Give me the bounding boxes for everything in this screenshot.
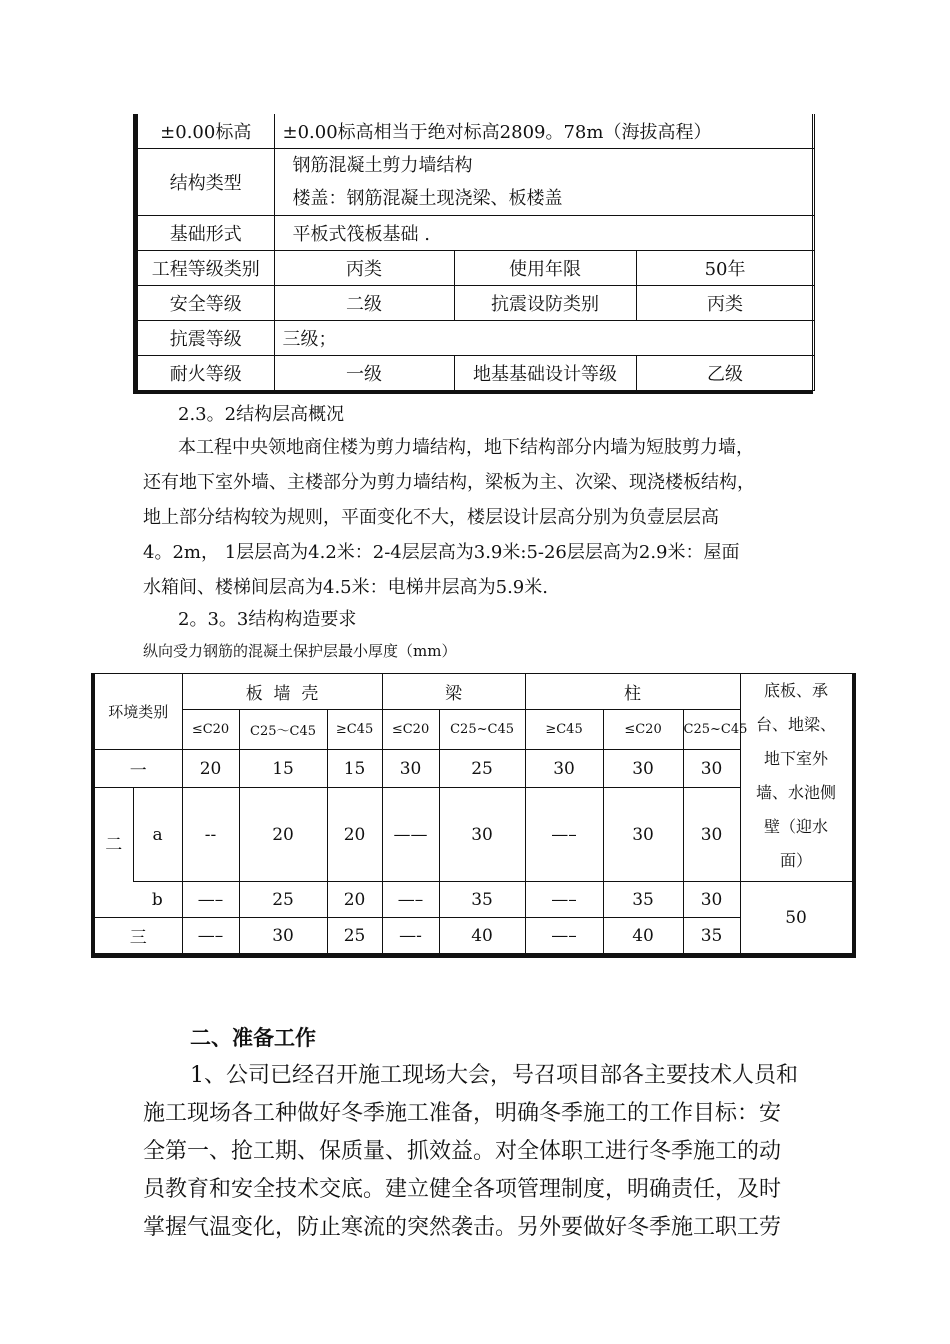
- value-cell: 30: [382, 750, 439, 788]
- side-header-line: 台、地梁、: [756, 715, 837, 734]
- value-cell: 15: [327, 750, 382, 788]
- row-label: 结构类型: [138, 149, 274, 216]
- value-cell: 20: [327, 882, 382, 918]
- grade-header: C25~C45: [439, 710, 525, 750]
- value-cell: —–: [182, 918, 239, 954]
- grade-header: C25～C45: [239, 710, 327, 750]
- value-cell: 30: [683, 750, 740, 788]
- value-cell: 30: [603, 750, 683, 788]
- table-row: [138, 321, 814, 356]
- row-label: 工程等级类别: [138, 251, 274, 286]
- cell: 抗震设防类别: [454, 286, 636, 321]
- side-header-line: 壁（迎水: [764, 817, 829, 836]
- table-row: [138, 251, 814, 286]
- paragraph-line: 还有地下室外墙、主楼部分为剪力墙结构，梁板为主、次梁、现浇楼板结构，: [143, 472, 755, 493]
- value-cell: 30: [683, 788, 740, 882]
- cell: 地基基础设计等级: [454, 356, 636, 391]
- value-cell: —–: [382, 882, 439, 918]
- grade-header: ≥C45: [525, 710, 603, 750]
- value-cell: —-: [382, 918, 439, 954]
- value-cell: 35: [683, 918, 740, 954]
- row-label: 耐火等级: [138, 356, 274, 391]
- cell: 二级: [274, 286, 454, 321]
- paragraph-line: 4。2m， 1层层高为4.2米：2-4层层高为3.9米:5-26层层高为2.9米：屋面: [143, 542, 740, 563]
- value-cell: 25: [239, 882, 327, 918]
- side-value-cell: 50: [740, 882, 852, 954]
- group-header: 梁: [382, 674, 525, 710]
- group-header: 柱: [525, 674, 740, 710]
- table-row: [95, 918, 852, 954]
- row-value: 三级；: [274, 321, 814, 356]
- value-cell: 25: [327, 918, 382, 954]
- grade-header: ≤C20: [603, 710, 683, 750]
- side-header-line: 墙、水池侧: [756, 783, 837, 802]
- value-cell: 35: [603, 882, 683, 918]
- cover-thickness-table: [91, 673, 856, 958]
- grade-header: ≤C20: [382, 710, 439, 750]
- subsection-title: 2.3。2结构层高概况: [178, 404, 345, 425]
- paragraph-line: 地上部分结构较为规则，平面变化不大，楼层设计层高分别为负壹层层高: [143, 507, 719, 528]
- cell: 50年: [636, 251, 814, 286]
- value-cell: 30: [683, 882, 740, 918]
- cell: 丙类: [636, 286, 814, 321]
- table-header-row: [95, 674, 852, 710]
- value-cell: 15: [239, 750, 327, 788]
- cell: 使用年限: [454, 251, 636, 286]
- value-cell: —–: [525, 882, 603, 918]
- env-header: 环境类别: [95, 674, 182, 750]
- grade-header: C25~C45: [683, 710, 740, 750]
- side-header-line: 地下室外: [764, 749, 829, 768]
- sub-env-cell: a: [133, 788, 182, 882]
- row-label: 基础形式: [138, 216, 274, 251]
- value-line: 钢筋混凝土剪力墙结构: [292, 155, 473, 176]
- paragraph-line: 员教育和安全技术交底。建立健全各项管理制度，明确责任，及时: [143, 1177, 782, 1202]
- paragraph-line: 本工程中央领地商住楼为剪力墙结构，地下结构部分内墙为短肢剪力墙，: [178, 437, 754, 458]
- value-cell: 40: [439, 918, 525, 954]
- value-cell: 20: [182, 750, 239, 788]
- paragraph-line: 1、公司已经召开施工现场大会，号召项目部各主要技术人员和: [190, 1063, 798, 1088]
- cell: 一级: [274, 356, 454, 391]
- paragraph-line: 掌握气温变化，防止寒流的突然袭击。另外要做好冬季施工职工劳: [143, 1215, 782, 1240]
- table-row: [138, 149, 814, 216]
- value-cell: 30: [439, 788, 525, 882]
- row-label: ±0.00标高: [138, 114, 274, 149]
- value-cell: 30: [525, 750, 603, 788]
- value-cell: 40: [603, 918, 683, 954]
- value-cell: --: [182, 788, 239, 882]
- sub-env-cell: b: [133, 882, 182, 918]
- grade-header: ≥C45: [327, 710, 382, 750]
- value-cell: —–: [525, 788, 603, 882]
- row-value: ±0.00标高相当于绝对标高2809。78m（海拔高程）: [274, 114, 814, 149]
- value-cell: ——: [382, 788, 439, 882]
- env-cell: 三: [95, 918, 182, 954]
- value-cell: 30: [603, 788, 683, 882]
- cell: 乙级: [636, 356, 814, 391]
- value-cell: 20: [327, 788, 382, 882]
- value-line: 楼盖：钢筋混凝土现浇梁、板楼盖: [292, 188, 563, 209]
- paragraph-line: 施工现场各工种做好冬季施工准备，明确冬季施工的工作目标：安: [143, 1101, 782, 1126]
- table-caption: 纵向受力钢筋的混凝土保护层最小厚度（mm）: [143, 642, 457, 660]
- value-cell: 30: [239, 918, 327, 954]
- paragraph-line: 全第一、抢工期、保质量、抓效益。对全体职工进行冬季施工的动: [143, 1139, 782, 1164]
- row-label: 抗震等级: [138, 321, 274, 356]
- env-cell: 二: [95, 788, 133, 918]
- value-cell: —–: [182, 882, 239, 918]
- table-row: [95, 788, 852, 882]
- table-subheader-row: [95, 710, 852, 750]
- row-label: 安全等级: [138, 286, 274, 321]
- env-cell: 一: [95, 750, 182, 788]
- row-value: 平板式筏板基础 .: [274, 216, 814, 251]
- side-header-line: 底板、承: [764, 681, 829, 700]
- section-heading: 二、准备工作: [190, 1026, 316, 1050]
- table-row: [138, 356, 814, 391]
- table-row: [138, 216, 814, 251]
- group-header: 板 墙 壳: [182, 674, 382, 710]
- side-header: [740, 674, 852, 882]
- paragraph-line: 水箱间、楼梯间层高为4.5米：电梯井层高为5.9米.: [143, 577, 548, 598]
- side-header-line: 面）: [780, 851, 813, 870]
- row-value: [274, 149, 814, 216]
- cell: 丙类: [274, 251, 454, 286]
- value-cell: 20: [239, 788, 327, 882]
- table-row: [138, 114, 814, 149]
- table-row: [138, 286, 814, 321]
- value-cell: 25: [439, 750, 525, 788]
- project-info-table: [133, 114, 813, 394]
- table-row: [95, 882, 852, 918]
- grade-header: ≤C20: [182, 710, 239, 750]
- value-cell: —–: [525, 918, 603, 954]
- subsection-title: 2。3。3结构构造要求: [178, 609, 357, 630]
- value-cell: 35: [439, 882, 525, 918]
- table-row: [95, 750, 852, 788]
